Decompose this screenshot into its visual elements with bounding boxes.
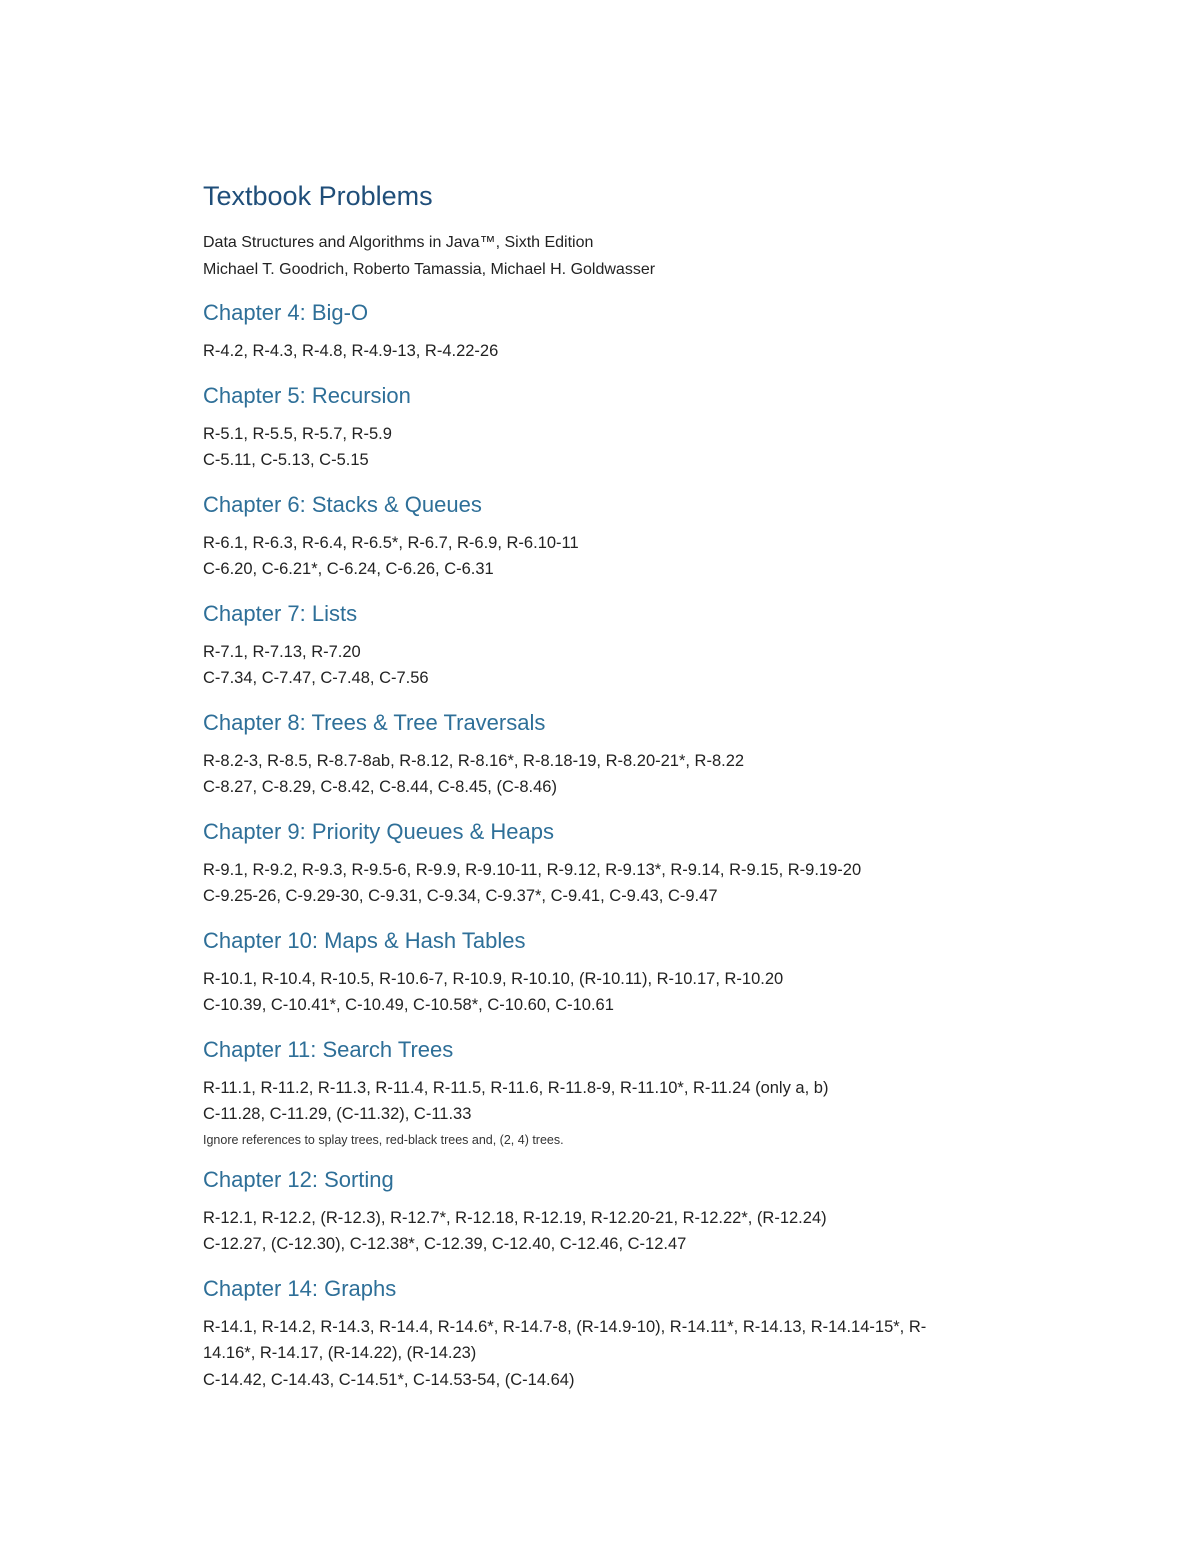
chapter-10-section: [203, 925, 1023, 1019]
problem-list: [203, 338, 1023, 365]
problem-line: C-6.20, C-6.21*, C-6.24, C-6.26, C-6.31: [203, 560, 494, 578]
problem-line: R-12.1, R-12.2, (R-12.3), R-12.7*, R-12.18, R-12.19, R-12.20-21, R-12.22*, (R-12.24): [203, 1208, 827, 1227]
chapter-7-section: [203, 598, 1023, 692]
problem-list: [203, 1314, 1023, 1394]
problem-line: C-8.27, C-8.29, C-8.42, C-8.44, C-8.45, (C-8.46): [203, 778, 557, 796]
problem-list: [203, 857, 1023, 910]
chapter-9-section: [203, 816, 1023, 910]
chapter-12-section: [203, 1164, 1023, 1258]
problem-list: [203, 966, 1023, 1019]
book-title: Data Structures and Algorithms in Java™, Sixth Edition: [203, 234, 594, 251]
problem-line: R-14.1, R-14.2, R-14.3, R-14.4, R-14.6*, R-14.7-8, (R-14.9-10), R-14.11*, R-14.13, R-14.14-15*, R-: [203, 1317, 927, 1336]
problem-line: C-12.27, (C-12.30), C-12.38*, C-12.39, C-12.40, C-12.46, C-12.47: [203, 1235, 687, 1253]
chapter-5-section: [203, 380, 1023, 474]
problem-line: C-10.39, C-10.41*, C-10.49, C-10.58*, C-10.60, C-10.61: [203, 996, 614, 1014]
problem-list: [203, 748, 1023, 801]
book-info: [203, 229, 1023, 283]
problem-line: R-9.1, R-9.2, R-9.3, R-9.5-6, R-9.9, R-9.10-11, R-9.12, R-9.13*, R-9.14, R-9.15, R-9.19-20: [203, 860, 862, 879]
chapter-heading: Chapter 9: Priority Queues & Heaps: [203, 818, 554, 844]
problem-line: R-10.1, R-10.4, R-10.5, R-10.6-7, R-10.9, R-10.10, (R-10.11), R-10.17, R-10.20: [203, 969, 784, 988]
problem-list: [203, 1205, 1023, 1258]
chapter-heading: Chapter 6: Stacks & Queues: [203, 491, 482, 517]
chapter-heading: Chapter 11: Search Trees: [203, 1036, 454, 1062]
problem-line: C-14.42, C-14.43, C-14.51*, C-14.53-54, (C-14.64): [203, 1370, 575, 1389]
problem-line: R-7.1, R-7.13, R-7.20: [203, 642, 361, 661]
chapter-heading: Chapter 10: Maps & Hash Tables: [203, 927, 526, 953]
chapter-heading: Chapter 14: Graphs: [203, 1275, 397, 1301]
chapter-11-section: [203, 1034, 1023, 1150]
book-authors: Michael T. Goodrich, Roberto Tamassia, Michael H. Goldwasser: [203, 261, 656, 278]
problem-line: 14.16*, R-14.17, (R-14.22), (R-14.23): [203, 1344, 477, 1362]
problem-line: C-5.11, C-5.13, C-5.15: [203, 451, 369, 469]
chapter-4-section: [203, 297, 1023, 365]
problem-line: R-5.1, R-5.5, R-5.7, R-5.9: [203, 424, 392, 443]
chapter-note: Ignore references to splay trees, red-black trees and, (2, 4) trees.: [203, 1132, 564, 1147]
problem-list: [203, 530, 1023, 583]
problem-list: [203, 639, 1023, 692]
problem-list: [203, 421, 1023, 474]
problem-line: R-8.2-3, R-8.5, R-8.7-8ab, R-8.12, R-8.16*, R-8.18-19, R-8.20-21*, R-8.22: [203, 751, 745, 770]
problem-line: C-11.28, C-11.29, (C-11.32), C-11.33: [203, 1105, 472, 1123]
problem-line: R-4.2, R-4.3, R-4.8, R-4.9-13, R-4.22-26: [203, 342, 499, 360]
chapter-heading: Chapter 7: Lists: [203, 600, 358, 626]
chapter-8-section: [203, 707, 1023, 801]
problem-list: [203, 1075, 1023, 1128]
chapter-heading: Chapter 8: Trees & Tree Traversals: [203, 709, 546, 735]
problem-line: R-6.1, R-6.3, R-6.4, R-6.5*, R-6.7, R-6.9, R-6.10-11: [203, 533, 579, 552]
document-page: [203, 178, 1023, 1408]
chapter-heading: Chapter 5: Recursion: [203, 382, 411, 408]
chapter-6-section: [203, 489, 1023, 583]
chapter-14-section: [203, 1273, 1023, 1394]
problem-line: C-9.25-26, C-9.29-30, C-9.31, C-9.34, C-9.37*, C-9.41, C-9.43, C-9.47: [203, 887, 718, 905]
problem-line: R-11.1, R-11.2, R-11.3, R-11.4, R-11.5, R-11.6, R-11.8-9, R-11.10*, R-11.24 (only a, b): [203, 1078, 829, 1097]
page-title: Textbook Problems: [203, 181, 433, 211]
chapter-heading: Chapter 12: Sorting: [203, 1166, 394, 1192]
chapter-heading: Chapter 4: Big-O: [203, 300, 369, 325]
problem-line: C-7.34, C-7.47, C-7.48, C-7.56: [203, 669, 429, 687]
